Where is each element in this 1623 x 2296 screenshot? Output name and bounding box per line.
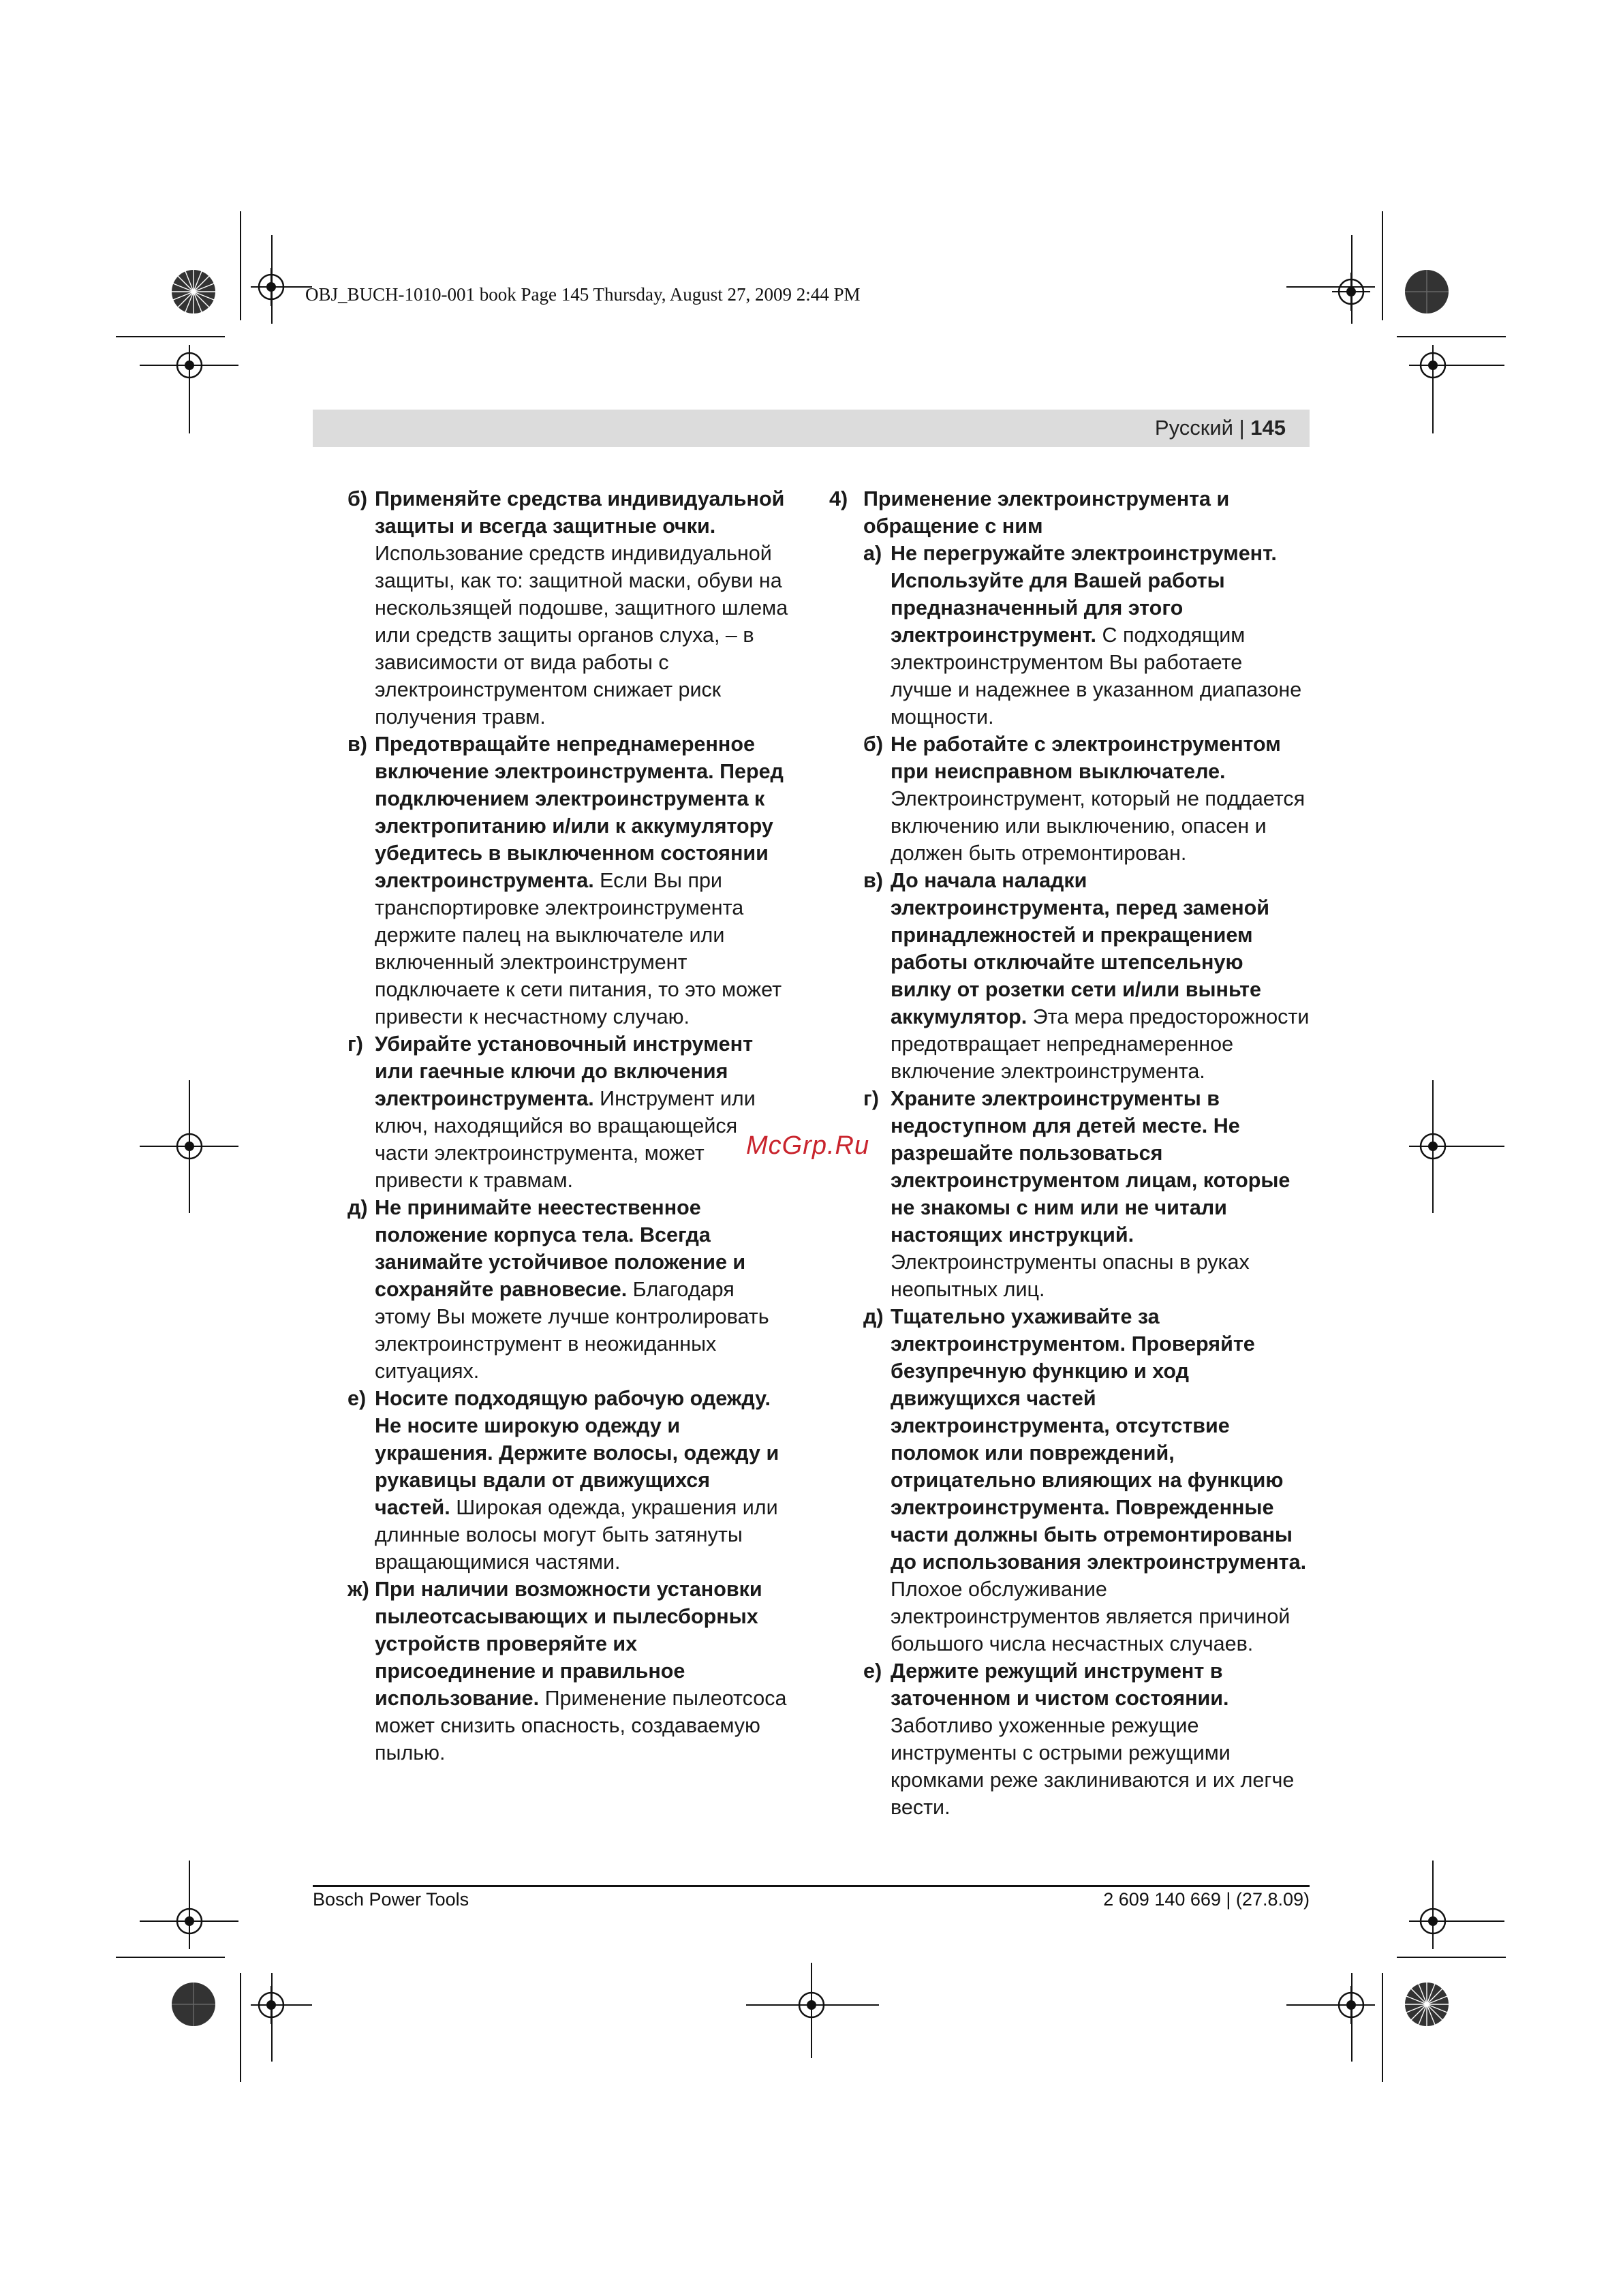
registration-target-icon — [1332, 273, 1370, 311]
crop-mark — [240, 211, 241, 320]
registration-target-icon — [1414, 1127, 1452, 1165]
page-header-bar — [313, 410, 1310, 447]
list-item: д) Тщательно ухаживайте за электроинструментом. Проверяйте безупречную функцию и ход движущихся частей электроинструмента, отсутствие поломок или повреждений, отрицательно влияющих на функцию электроинструмента. Поврежденные части должны быть отремонтированы до использования электроинструмента. Плохое обслуживание электроинструментов является причиной большого числа несчастных случаев. — [863, 1305, 1307, 1655]
list-item: г) Храните электроинструменты в недоступном для детей месте. Не разрешайте пользоваться электроинструментом лицам, которые не знакомы с ним или не читали настоящих инструкций. Электроинструменты опасны в руках неопытных лиц. — [863, 1087, 1290, 1301]
list-item: в) До начала наладки электроинструмента, перед заменой принадлежностей и прекращением работы отключайте штепсельную вилку от розетки сети и/или выньте аккумулятор. Эта мера предосторожности предотвращает непреднамеренное включение электроинструмента. — [863, 869, 1310, 1083]
registration-target-icon — [1332, 1986, 1370, 2024]
solid-target-icon — [1404, 269, 1450, 315]
page-number: 145 — [1250, 416, 1286, 440]
section-items — [863, 540, 1310, 1821]
list-item: б) Применяйте средства индивидуальной защиты и всегда защитные очки. Использование средств индивидуальной защиты, как то: защитной маски, обуви на нескользящей подошве, защитного шлема или средств защиты органов слуха, – в зависимости от вида работы с электроинструментом снижает риск получения травм. — [347, 487, 788, 729]
registration-target-icon — [170, 346, 208, 384]
list-item: б) Не работайте с электроинструментом при неисправном выключателе. Электроинструмент, который не поддается включению или выключению, опасен и должен быть отремонтирован. — [863, 733, 1305, 865]
list-item: г) Убирайте установочный инструмент или гаечные ключи до включения электроинструмента. Инструмент или ключ, находящийся во вращающейся части электроинструмента, может привести к травмам. — [347, 1032, 756, 1192]
page-header — [1155, 416, 1286, 440]
list-item: д) Не принимайте неестественное положение корпуса тела. Всегда занимайте устойчивое положение и сохраняйте равновесие. Благодаря этому Вы можете лучше контролировать электроинструмент в неожиданных ситуациях. — [347, 1196, 769, 1383]
registration-target-icon — [792, 1986, 831, 2024]
list-item: ж) При наличии возможности установки пылеотсасывающих и пылесборных устройств проверяйте их присоединение и правильное использование. Применение пылеотсоса может снизить опасность, создаваемую пылью. — [347, 1578, 787, 1764]
header-separator: | — [1239, 416, 1245, 440]
section-heading: 4) Применение электроинструмента и обращение с ним — [829, 487, 1230, 538]
solid-target-icon — [170, 1981, 217, 2027]
list-item: а) Не перегружайте электроинструмент. Используйте для Вашей работы предназначенный для этого электроинструмент. С подходящим электроинструментом Вы работаете лучше и надежнее в указанном диапазоне мощности. — [863, 542, 1302, 729]
crop-mark — [116, 336, 225, 337]
footer-brand: Bosch Power Tools — [313, 1889, 469, 1910]
registration-target-icon — [1414, 1902, 1452, 1940]
crop-mark — [1382, 1973, 1383, 2082]
crop-mark — [1397, 336, 1506, 337]
list-item: в) Предотвращайте непреднамеренное включение электроинструмента. Перед подключением электроинструмента к электропитанию и/или к аккумулятору убедитесь в выключенном состоянии электроинструмента. Если Вы при транспортировке электроинструмента держите палец на выключателе или включенный электроинструмент подключаете к сети питания, то это может привести к несчастному случаю. — [347, 733, 784, 1028]
print-slug: OBJ_BUCH-1010-001 book Page 145 Thursday, August 27, 2009 2:44 PM — [305, 284, 861, 305]
list-item: е) Носите подходящую рабочую одежду. Не носите широкую одежду и украшения. Держите волосы, одежду и рукавицы вдали от движущихся частей. Широкая одежда, украшения или длинные волосы могут быть затянуты вращающимися частями. — [347, 1387, 779, 1574]
crop-mark — [240, 1973, 241, 2082]
registration-target-icon — [170, 1902, 208, 1940]
left-column — [347, 485, 790, 1766]
footer-doc-number: 2 609 140 669 | (27.8.09) — [1103, 1889, 1310, 1910]
watermark: McGrp.Ru — [746, 1131, 870, 1160]
footer-rule — [313, 1885, 1310, 1887]
crop-mark — [1397, 1957, 1506, 1958]
registration-target-icon — [170, 1127, 208, 1165]
header-language: Русский — [1154, 416, 1233, 440]
crop-mark — [116, 1957, 225, 1958]
right-column — [829, 485, 1310, 1821]
registration-target-icon — [252, 268, 290, 306]
registration-target-icon — [252, 1986, 290, 2024]
registration-target-icon — [1414, 346, 1452, 384]
crop-mark — [1382, 211, 1383, 320]
list-item: е) Держите режущий инструмент в заточенном и чистом состоянии. Заботливо ухоженные режущие инструменты с острыми режущими кромками реже заклиниваются и их легче вести. — [863, 1659, 1295, 1819]
starburst-target-icon — [1404, 1981, 1450, 2027]
starburst-target-icon — [170, 269, 217, 315]
